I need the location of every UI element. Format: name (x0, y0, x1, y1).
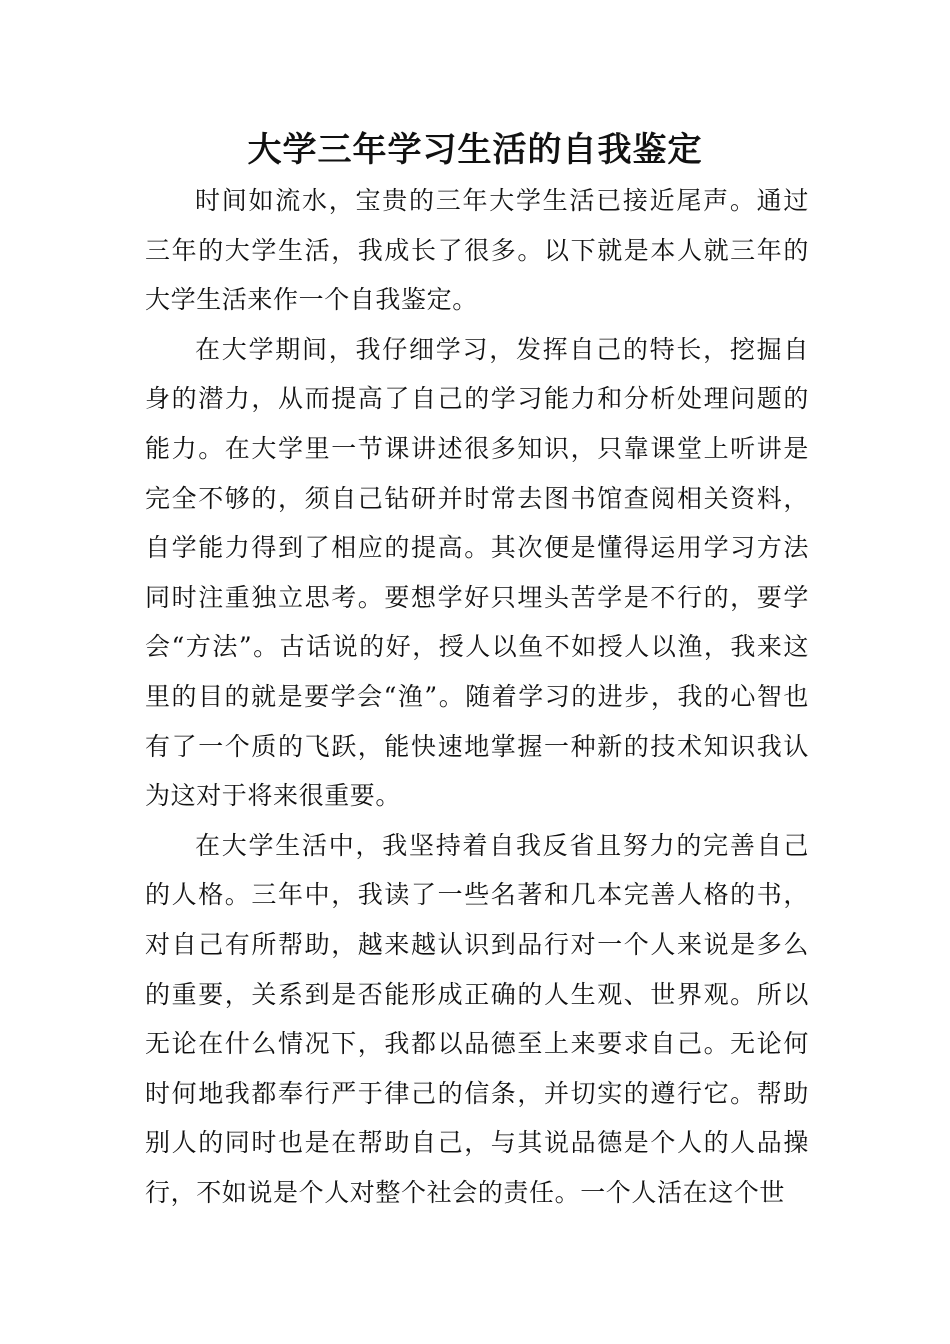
document-body (145, 176, 809, 1217)
paragraph-character: 在大学生活中，我坚持着自我反省且努力的完善自己的人格。三年中，我读了一些名著和几本完善人格的书，对自己有所帮助，越来越认识到品行对一个人来说是多么的重要，关系到是否能形成正确的人生观、世界观。所以无论在什么情况下，我都以品德至上来要求自己。无论何时何地我都奉行严于律己的信条，并切实的遵行它。帮助别人的同时也是在帮助自己，与其说品德是个人的人品操行，不如说是个人对整个社会的责任。一个人活在这个世 (145, 830, 809, 1207)
document-title: 大学三年学习生活的自我鉴定 (247, 130, 703, 170)
paragraph-study: 在大学期间，我仔细学习，发挥自己的特长，挖掘自身的潜力，从而提高了自己的学习能力和分析处理问题的能力。在大学里一节课讲述很多知识，只靠课堂上听讲是完全不够的，须自己钻研并时常去图书馆查阅相关资料，自学能力得到了相应的提高。其次便是懂得运用学习方法同时注重独立思考。要想学好只埋头苦学是不行的，要学会“方法”。古话说的好，授人以鱼不如授人以渔，我来这里的目的就是要学会“渔”。随着学习的进步，我的心智也有了一个质的飞跃，能快速地掌握一种新的技术知识我认为这对于将来很重要。 (145, 334, 809, 811)
paragraph-intro: 时间如流水，宝贵的三年大学生活已接近尾声。通过三年的大学生活，我成长了很多。以下就是本人就三年的大学生活来作一个自我鉴定。 (145, 186, 809, 315)
